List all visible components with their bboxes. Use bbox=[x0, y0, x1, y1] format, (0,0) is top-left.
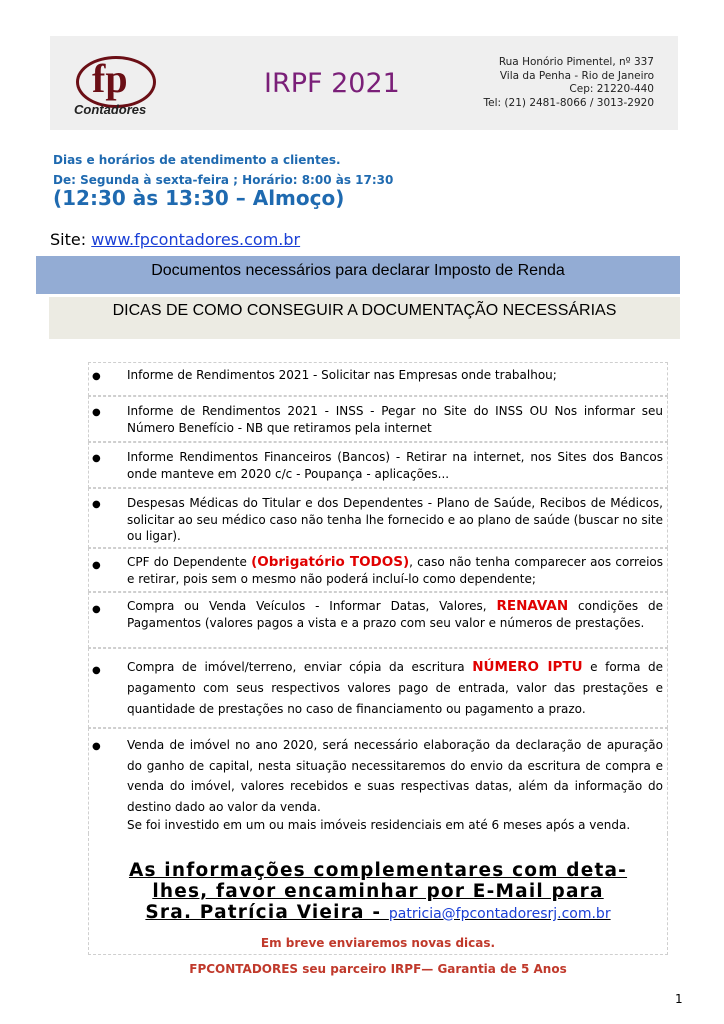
address-line: Tel: (21) 2481-8066 / 3013-2920 bbox=[483, 96, 654, 109]
list-item bbox=[88, 362, 668, 396]
site-label: Site: bbox=[50, 230, 92, 249]
letterhead bbox=[50, 36, 678, 130]
list-item bbox=[88, 648, 668, 728]
bullet-icon: ● bbox=[92, 560, 101, 571]
logo-mark: fp bbox=[92, 56, 128, 101]
lunch-hours: (12:30 às 13:30 – Almoço) bbox=[53, 186, 345, 210]
page-number: 1 bbox=[675, 992, 683, 1006]
email-link[interactable]: patricia@fpcontadoresrj.com.br bbox=[388, 906, 611, 922]
item-text: Informe Rendimentos Financeiros (Bancos) - Retirar na internet, nos Sites dos Bancos onde manteve em 2020 c/c - Poupança - aplicações... bbox=[127, 450, 663, 481]
callout-line: As informações complementares com deta- bbox=[128, 860, 628, 881]
mandatory-highlight: (Obrigatório TODOS) bbox=[251, 554, 410, 570]
logo-subtitle: Contadores bbox=[74, 102, 147, 117]
bullet-icon: ● bbox=[92, 371, 101, 382]
item-extra-text: Se foi investido em um ou mais imóveis residenciais em até 6 meses após a venda. bbox=[127, 818, 631, 832]
bullet-icon: ● bbox=[92, 499, 101, 510]
item-text: Venda de imóvel no ano 2020, será necessário elaboração da declaração de apuração do ganho de capital, nesta situação necessitaremos do envio da escritura de compra e venda do imóvel, valores recebidos e suas respectivas datas, além da informação do destino dado ao valor da venda. bbox=[127, 738, 663, 814]
address-line: Cep: 21220-440 bbox=[569, 83, 654, 95]
item-text: Compra ou Venda Veículos - Informar Datas, Valores, RENAVAN condições de Pagamentos (valores pagos a vista e a prazo com seu valor e números de prestações. bbox=[127, 598, 663, 630]
documents-banner: Documentos necessários para declarar Imposto de Renda bbox=[36, 256, 680, 294]
callout-line: lhes, favor encaminhar por E-Mail para bbox=[152, 881, 604, 902]
renavan-highlight: RENAVAN bbox=[496, 598, 569, 614]
list-item bbox=[88, 548, 668, 592]
bullet-icon: ● bbox=[92, 407, 101, 418]
company-logo bbox=[72, 50, 162, 120]
list-item bbox=[88, 396, 668, 442]
iptu-highlight: NÚMERO IPTU bbox=[472, 659, 583, 675]
address-line: Vila da Penha - Rio de Janeiro bbox=[499, 69, 654, 82]
hours-line: Dias e horários de atendimento a clientes. bbox=[53, 153, 341, 167]
list-item bbox=[88, 728, 668, 834]
list-item bbox=[88, 488, 668, 548]
hours-line: De: Segunda à sexta-feira ; Horário: 8:00 às 17:30 bbox=[53, 173, 394, 187]
bullet-icon: ● bbox=[92, 665, 101, 676]
list-item bbox=[88, 592, 668, 648]
document-title: IRPF 2021 bbox=[264, 68, 400, 99]
site-line bbox=[50, 230, 300, 249]
list-item bbox=[88, 442, 668, 488]
office-hours bbox=[53, 150, 393, 190]
partner-slogan: FPCONTADORES seu parceiro IRPF— Garantia de 5 Anos bbox=[189, 962, 567, 976]
item-text: Compra de imóvel/terreno, enviar cópia da escritura NÚMERO IPTU e forma de pagamento com seus respectivos valores pago de entrada, valor das prestações e quantidade de prestações no caso de financiamento ou pagamento a prazo. bbox=[127, 659, 664, 716]
new-tips-note: Em breve enviaremos novas dicas. bbox=[260, 936, 496, 950]
contact-callout bbox=[88, 860, 668, 925]
contact-name: Sra. Patrícia Vieira - bbox=[145, 902, 389, 923]
item-text: CPF do Dependente (Obrigatório TODOS), caso não tenha comparecer aos correios e retirar, pois sem o mesmo não poderá incluí-lo como dependente; bbox=[127, 554, 663, 586]
item-text: Informe de Rendimentos 2021 - Solicitar nas Empresas onde trabalhou; bbox=[127, 368, 557, 382]
address-line: Rua Honório Pimentel, nº 337 bbox=[498, 56, 654, 68]
address-block bbox=[484, 56, 654, 110]
site-link[interactable]: www.fpcontadores.com.br bbox=[91, 230, 301, 249]
tips-banner: DICAS DE COMO CONSEGUIR A DOCUMENTAÇÃO NECESSÁRIAS bbox=[49, 297, 680, 339]
callout-line bbox=[88, 902, 668, 925]
bullet-icon: ● bbox=[92, 741, 101, 752]
bullet-icon: ● bbox=[92, 453, 101, 464]
item-text: Informe de Rendimentos 2021 - INSS - Pegar no Site do INSS OU Nos informar seu Número Benefício - NB que retiramos pela internet bbox=[127, 404, 663, 435]
bullet-icon: ● bbox=[92, 604, 101, 615]
item-text: Despesas Médicas do Titular e dos Dependentes - Plano de Saúde, Recibos de Médicos, solicitar ao seu médico caso não tenha lhe fornecido e ao plano de saúde (buscar no site ou ligar). bbox=[127, 496, 663, 543]
